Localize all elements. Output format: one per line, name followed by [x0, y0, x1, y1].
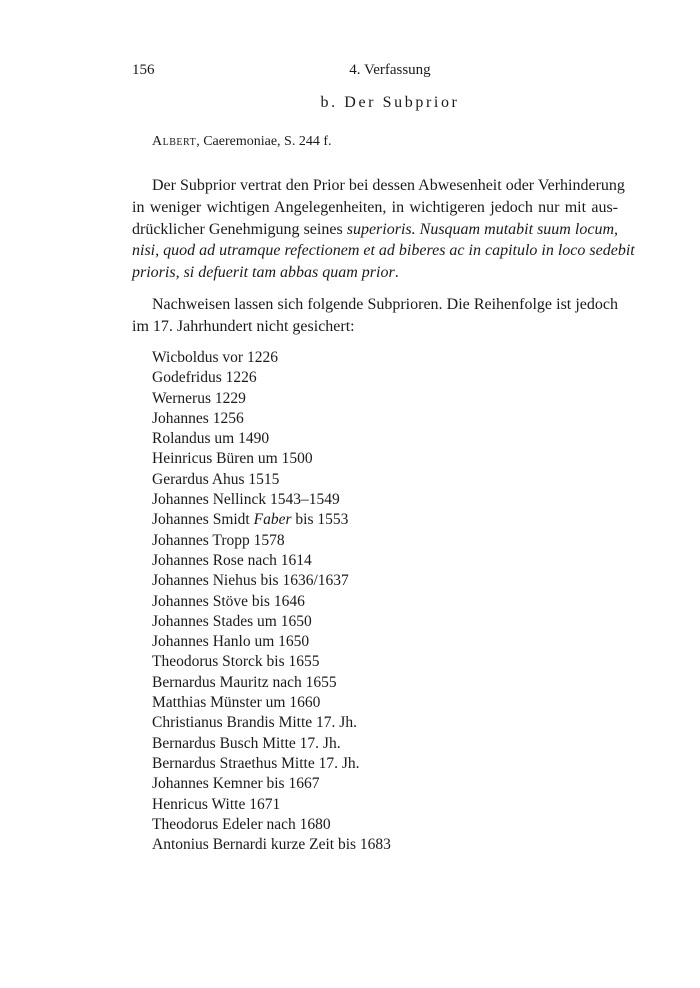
paragraph-line: Der Subprior vertrat den Prior bei dessen Abwesenheit oder Verhinderung	[152, 177, 625, 194]
paragraph-list-intro	[132, 294, 618, 338]
paragraph-text: drücklicher Genehmigung seines	[132, 220, 347, 238]
subprior-name: Johannes Smidt	[152, 511, 254, 529]
page-number: 156	[132, 62, 155, 78]
paragraph-subprior-duties	[132, 175, 635, 284]
subprior-date: bis 1553	[291, 511, 349, 529]
subprior-entry: Bernardus Busch Mitte 17. Jh.	[152, 734, 341, 752]
subprior-entry: Johannes 1256	[152, 409, 244, 427]
subprior-entry: Bernardus Straethus Mitte 17. Jh.	[152, 754, 360, 772]
subprior-entry: Johannes Nellinck 1543–1549	[152, 491, 340, 509]
paragraph-line	[132, 219, 618, 241]
subprior-entry: Johannes Kemner bis 1667	[152, 775, 320, 793]
subprior-entry: Johannes Niehus bis 1636/1637	[152, 572, 349, 590]
subprior-entry: Johannes Tropp 1578	[152, 531, 285, 549]
paragraph-line: im 17. Jahrhundert nicht gesichert:	[132, 317, 355, 335]
subprior-entry: Bernardus Mauritz nach 1655	[152, 673, 337, 691]
chapter-title: 4. Verfassung	[349, 62, 431, 78]
subprior-entry: Godefridus 1226	[152, 369, 257, 387]
paragraph-line: Nachweisen lassen sich folgende Subprioren. Die Reihenfolge ist jedoch	[152, 296, 618, 313]
paragraph-line: in weniger wichtigen Angelegenheiten, in wichtigeren jedoch nur mit aus-	[132, 198, 618, 216]
latin-quote: superioris. Nusquam mutabit suum locum,	[346, 220, 618, 238]
subprior-entry: Johannes Hanlo um 1650	[152, 633, 310, 651]
subprior-entry: Gerardus Ahus 1515	[152, 470, 280, 488]
latin-quote: prioris, si defuerit tam abbas quam prior	[132, 264, 395, 282]
source-author: Albert	[152, 134, 197, 149]
source-reference	[152, 134, 331, 150]
subprior-entry: Wernerus 1229	[152, 389, 246, 407]
subprior-entry: Christianus Brandis Mitte 17. Jh.	[152, 714, 357, 732]
subprior-entry: Johannes Rose nach 1614	[152, 551, 312, 569]
subprior-entry: Johannes Stades um 1650	[152, 612, 312, 630]
subprior-alias: Faber	[253, 511, 292, 529]
paragraph-text: .	[394, 264, 399, 282]
subprior-entry: Theodorus Storck bis 1655	[152, 653, 320, 671]
subprior-entry: Henricus Witte 1671	[152, 795, 281, 813]
subprior-entry: Theodorus Edeler nach 1680	[152, 815, 331, 833]
paragraph-line	[132, 240, 635, 262]
subprior-entry	[152, 510, 391, 530]
subprior-entry: Rolandus um 1490	[152, 430, 270, 448]
subprior-entry: Matthias Münster um 1660	[152, 694, 321, 712]
section-heading: b. Der Subprior	[320, 94, 460, 111]
subprior-entry: Johannes Stöve bis 1646	[152, 592, 305, 610]
subprior-entry: Heinricus Büren um 1500	[152, 450, 313, 468]
running-head	[132, 62, 618, 82]
subprior-list	[152, 348, 391, 855]
subprior-entry: Antonius Bernardi kurze Zeit bis 1683	[152, 836, 391, 854]
source-citation: , Caeremoniae, S. 244 f.	[196, 134, 332, 149]
paragraph-line	[132, 262, 618, 284]
latin-quote: nisi, quod ad utramque refectionem et ad biberes ac in capitulo in loco sedebit	[132, 242, 635, 260]
subprior-entry: Wicboldus vor 1226	[152, 349, 278, 366]
